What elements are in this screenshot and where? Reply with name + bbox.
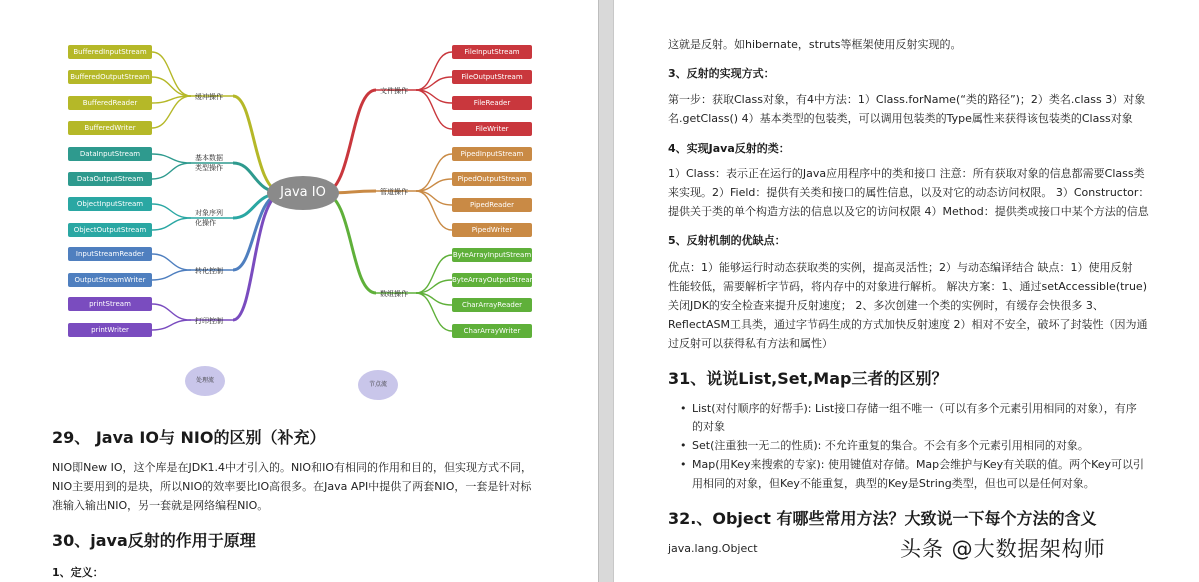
node-stream-oval: 节点流 [358, 370, 398, 400]
mindmap-class-node: PipedOutputStream [452, 172, 532, 186]
mindmap-class-node: BufferedReader [68, 96, 152, 110]
paragraph-3-line-2: 名.getClass() 4）基本类型的包装类，可以调用包装类的Type属性来获得该包装类的Class对象 [668, 112, 1133, 125]
mindmap-class-node: DataOutputStream [68, 172, 152, 186]
mindmap-branch-line [152, 96, 191, 128]
mindmap-class-node: ObjectInputStream [68, 197, 152, 211]
mindmap-branch-line [323, 193, 376, 293]
watermark: 头条 @大数据架构师 [900, 537, 1106, 561]
paragraph-5-line-3: 关闭JDK的安全检查来提升反射速度； 2、多次创建一个类的实例时，有缓存会快很多 3、 [668, 299, 1104, 312]
mindmap-branch-line [152, 154, 191, 163]
heading-29: 29、 Java IO与 NIO的区别（补充） [52, 428, 326, 447]
subheading-5: 5、反射机制的优缺点： [668, 234, 786, 247]
mindmap-class-node: ByteArrayInputStream [452, 248, 532, 262]
mindmap-class-node: printStream [68, 297, 152, 311]
mindmap-class-node: PipedReader [452, 198, 532, 212]
map-bullet-line-2: 用相同的对象，但Key不能重复，典型的Key是String类型，但也可以是任何对象。 [692, 477, 1095, 490]
mindmap-branch-line [152, 52, 191, 96]
paragraph-29-line-1: NIO即New IO，这个库是在JDK1.4中才引入的。NIO和IO有相同的作用和目的，但实现方式不同， [52, 461, 532, 474]
mindmap-class-node: PipedInputStream [452, 147, 532, 161]
mindmap-group-label: 基本数据 类型操作 [195, 154, 223, 172]
mindmap-group-label: 转化控制 [195, 267, 223, 275]
mindmap-branch-line [152, 270, 191, 280]
mindmap-branch-line [233, 193, 283, 320]
mindmap-class-node: PipedWriter [452, 223, 532, 237]
mindmap-branch-line [152, 320, 191, 330]
page-gutter [598, 0, 614, 582]
mindmap-branch-line [152, 304, 191, 320]
list-bullet-line-1: • List(对付顺序的好帮手): List接口存储一组不唯一（可以有多个元素引用相同的对象），有序 [692, 399, 1137, 418]
mindmap-branch-line [152, 77, 191, 96]
mindmap-branch-line [152, 163, 191, 179]
mindmap-class-node: BufferedOutputStream [68, 70, 152, 84]
mindmap-class-node: CharArrayWriter [452, 324, 532, 338]
mindmap-branch-line [416, 191, 452, 230]
mindmap-class-node: InputStreamReader [68, 247, 152, 261]
paragraph-29-line-3: 准输入输出NIO，另一套就是网络编程NIO。 [52, 499, 269, 512]
mindmap-branch-line [152, 254, 191, 270]
paragraph-5-line-1: 优点：1）能够运行时动态获取类的实例，提高灵活性；2）与动态编译结合 缺点：1）使用反射 [668, 261, 1133, 274]
mindmap-group-label: 对象序列 化操作 [195, 209, 223, 227]
mindmap-branch-line [233, 96, 283, 193]
heading-32: 32.、Object 有哪些常用方法？大致说一下每个方法的含义 [668, 509, 1097, 528]
mindmap-class-node: BufferedWriter [68, 121, 152, 135]
paragraph-32: java.lang.Object [668, 542, 758, 555]
mindmap-group-label: 缓冲操作 [195, 93, 223, 101]
mindmap-branch-line [323, 90, 376, 193]
process-stream-oval: 处理流 [185, 366, 225, 396]
subheading-4: 4、实现Java反射的类： [668, 142, 790, 155]
set-bullet: • Set(注重独一无二的性质): 不允许重复的集合。不会有多个元素引用相同的对象。 [692, 436, 1089, 455]
right-page [614, 0, 1199, 582]
subheading-3: 3、反射的实现方式： [668, 67, 775, 80]
mindmap-group-label: 打印控制 [195, 317, 223, 325]
mindmap-class-node: ObjectOutputStream [68, 223, 152, 237]
mindmap-class-node: BufferedInputStream [68, 45, 152, 59]
mindmap-class-node: ByteArrayOutputStream [452, 273, 532, 287]
mindmap-branch-line [152, 204, 191, 218]
mindmap-class-node: FileWriter [452, 122, 532, 136]
map-bullet-line-1: • Map(用Key来搜索的专家): 使用键值对存储。Map会维护与Key有关联的值。两个Key可以引 [692, 455, 1144, 474]
mindmap-branch-line [152, 218, 191, 230]
mindmap-class-node: DataInputStream [68, 147, 152, 161]
mindmap-branch-line [416, 255, 452, 293]
subheading-definition: 1、定义： [52, 566, 104, 579]
heading-30: 30、java反射的作用于原理 [52, 531, 256, 550]
paragraph-29-line-2: NIO主要用到的是块，所以NIO的效率要比IO高很多。在Java API中提供了两套NIO，一套是针对标 [52, 480, 532, 493]
java-io-mindmap [52, 34, 564, 404]
list-bullet-line-2: 的对象 [692, 420, 725, 433]
paragraph-4-line-2: 来实现。2）Field：提供有关类和接口的属性信息，以及对它的动态访问权限。 3）Constructor： [668, 186, 1150, 199]
mindmap-branch-line [416, 52, 452, 90]
mindmap-branches [52, 34, 564, 404]
mindmap-class-node: FileInputStream [452, 45, 532, 59]
mindmap-center-node: Java IO [267, 176, 339, 210]
mindmap-class-node: FileOutputStream [452, 70, 532, 84]
mindmap-group-label: 管道操作 [380, 188, 408, 196]
mindmap-group-label: 数组操作 [380, 290, 408, 298]
paragraph-5-line-5: 过反射可以获得私有方法和属性） [668, 337, 833, 350]
reflection-intro: 这就是反射。如hibernate，struts等框架使用反射实现的。 [668, 38, 962, 51]
paragraph-3-line-1: 第一步：获取Class对象，有4中方法：1）Class.forName(“类的路径”)；2）类名.class 3）对象 [668, 93, 1146, 106]
mindmap-class-node: OutputStreamWriter [68, 273, 152, 287]
paragraph-5-line-4: ReflectASM工具类，通过字节码生成的方式加快反射速度 2）相对不安全，破坏了封装性（因为通 [668, 318, 1148, 331]
paragraph-5-line-2: 性能较低，需要解析字节码，将内存中的对象进行解析。 解决方案：1、通过setAccessible(true) [668, 280, 1147, 293]
left-page [0, 0, 598, 582]
mindmap-branch-line [416, 191, 452, 205]
paragraph-4-line-3: 提供关于类的单个构造方法的信息以及它的访问权限 4）Method：提供类或接口中某个方法的信息 [668, 205, 1149, 218]
mindmap-group-label: 文件操作 [380, 87, 408, 95]
heading-31: 31、说说List,Set,Map三者的区别？ [668, 369, 948, 388]
mindmap-class-node: CharArrayReader [452, 298, 532, 312]
mindmap-class-node: FileReader [452, 96, 532, 110]
mindmap-class-node: printWriter [68, 323, 152, 337]
paragraph-4-line-1: 1）Class：表示正在运行的Java应用程序中的类和接口 注意：所有获取对象的信息都需要Class类 [668, 167, 1145, 180]
mindmap-branch-line [416, 90, 452, 129]
